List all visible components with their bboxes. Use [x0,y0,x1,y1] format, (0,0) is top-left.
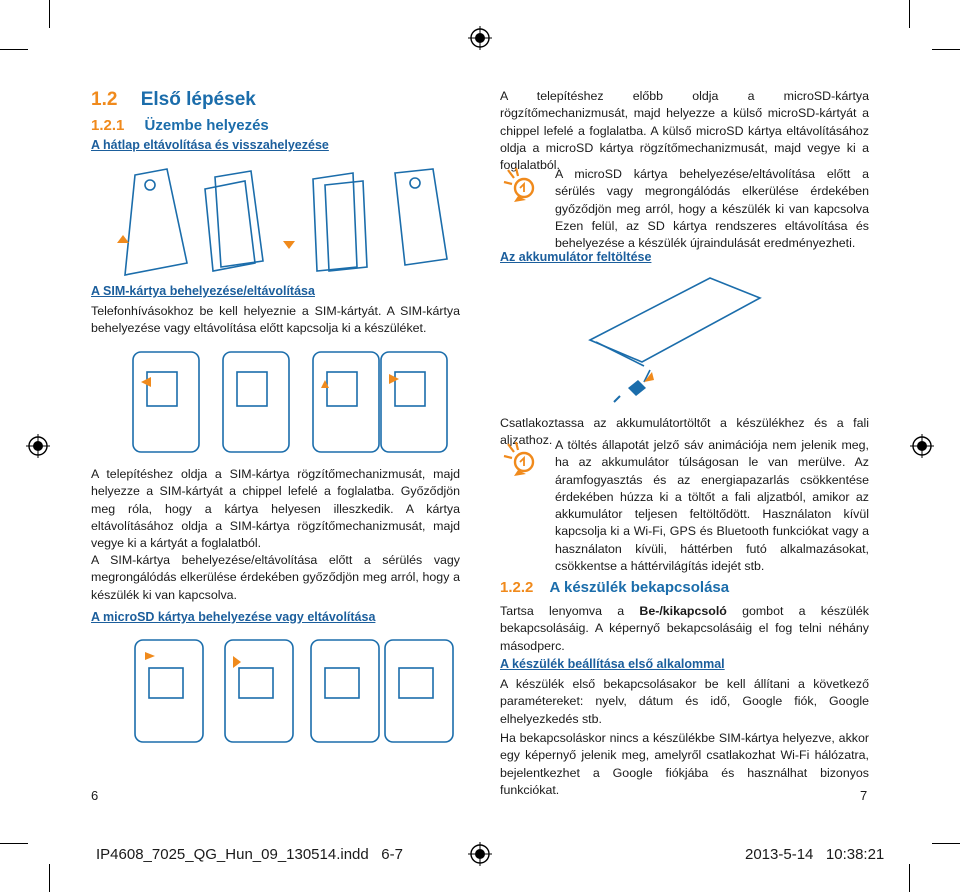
print-slug-datetime: 2013-5-14 10:38:21 [745,846,885,863]
crop-mark [0,49,28,50]
sim-instructions: A telepítéshez oldja a SIM-kártya rögzítőmechanizmusát, majd helyezze a SIM-kártyát a chippel lefelé a foglalatba. Győződjön meg róla, hogy a kártya helyesen illeszkedik. A kártya eltávolításához oldja a SIM-kártya rögzítőmechanizmusát, majd vegye ki a kártyát a foglalatból. [91,467,460,551]
registration-mark-icon [26,434,50,458]
power-on-heading [500,579,729,596]
sim-slot-illustration [91,342,461,460]
registration-mark-icon [468,26,492,50]
microsd-tip-text: A microSD kártya behelyezése/eltávolítása előtt a sérülés vagy megrongálódás elkerülése érdekében győződjön meg arról, hogy a készülék ki van kapcsolva Ezen felül, az SD kártya rendszeres eltávolítása és behelyezése a készülék újraindulását eredményezheti. [555,167,869,251]
section-number: 1.2 [91,89,118,110]
charge-caption: Csatlakoztassa az akkumulátortöltőt a készülékhez és a fali aljzathoz. [500,416,869,448]
power-section-number: 1.2.2 [500,579,534,596]
crop-mark [49,864,50,892]
power-text-end: gombot a készülék bekapcsolásáig. A képernyő bekapcsolásáig el fog telni néhány másodperc. [500,604,869,653]
microsd-slot-illustration [115,632,460,750]
nosim-text: Ha bekapcsoláskor nincs a készülékbe SIM-kártya helyezve, akkor egy képernyő jelenik meg, amelyről csatlakozhat Wi-Fi hálózatra, bejelentkezhet a Google fiókjába és használhat bizonyos funkciókat. [500,731,869,797]
print-slug-filename: IP4608_7025_QG_Hun_09_130514.indd 6-7 [96,846,403,863]
registration-mark-icon [910,434,934,458]
crop-mark [909,0,910,28]
section-title: Első lépések [140,89,256,110]
registration-mark-icon [468,842,492,866]
crop-mark [0,843,28,844]
crop-mark [932,49,960,50]
sim-warning: A SIM-kártya behelyezése/eltávolítása előtt a sérülés vagy megrongálódás elkerülése érdekében győződjön meg arról, hogy a készülék ki van kapcsolva. [91,553,460,602]
power-on-text [500,603,869,655]
subsection-heading [91,117,269,134]
sim-heading: A SIM-kártya behelyezése/eltávolítása [91,284,315,298]
microsd-instructions: A telepítéshez előbb oldja a microSD-kártya rögzítőmechanizmusát, majd helyezze a külső microSD-kártyát a chippel lefelé a foglalatba. A külső microSD kártya eltávolításához oldja a microSD kártya rögzítőmechanizmusát, majd vegye ki a foglalatból. [500,89,869,173]
page-number-right: 7 [860,788,868,803]
charging-tip-text: A töltés állapotát jelző sáv animációja nem jelenik meg, ha az akkumulátor túlságosan le van merülve. Az áramfogyasztás és az energiapazarlás csökkentése érdekében húzza ki a töltőt a fali aljzatból, amikor az akkumulátor teljesen feltöltődött. Használaton kívül kapcsolja ki a Wi-Fi, GPS és Bluetooth funkciókat vagy a használaton kívüli, háttérben futó alkalmazásokat, csökkentse a háttérvilágítás idejét stb. [555,438,869,574]
microsd-heading: A microSD kártya behelyezése vagy eltávolítása [91,610,376,624]
crop-mark [49,0,50,28]
power-section-title: A készülék bekapcsolása [549,579,730,596]
lightbulb-tip-icon [500,166,540,206]
charging-phone-illustration [560,270,800,405]
cover-heading: A hátlap eltávolítása és visszahelyezése [91,138,329,152]
lightbulb-tip-icon [500,440,540,480]
power-text-start: Tartsa lenyomva a [500,604,640,618]
crop-mark [909,864,910,892]
setup-heading: A készülék beállítása első alkalommal [500,657,725,671]
crop-mark [932,843,960,844]
setup-text: A készülék első bekapcsolásakor be kell állítani a következő paramétereket: nyelv, dátum és idő, Google fiók, Google elhelyezkedés stb. [500,677,869,726]
phone-back-cover-illustration [95,163,465,281]
page-number-left: 6 [91,788,99,803]
power-key-label: Be-/kikapcsoló [639,604,727,618]
subsection-title: Üzembe helyezés [144,117,269,134]
battery-heading: Az akkumulátor feltöltése [500,250,652,264]
sim-intro-text: Telefonhívásokhoz be kell helyeznie a SIM-kártyát. A SIM-kártya behelyezése vagy eltávolítása előtt kapcsolja ki a készüléket. [91,304,460,336]
subsection-number: 1.2.1 [91,117,125,134]
section-heading [91,89,256,111]
